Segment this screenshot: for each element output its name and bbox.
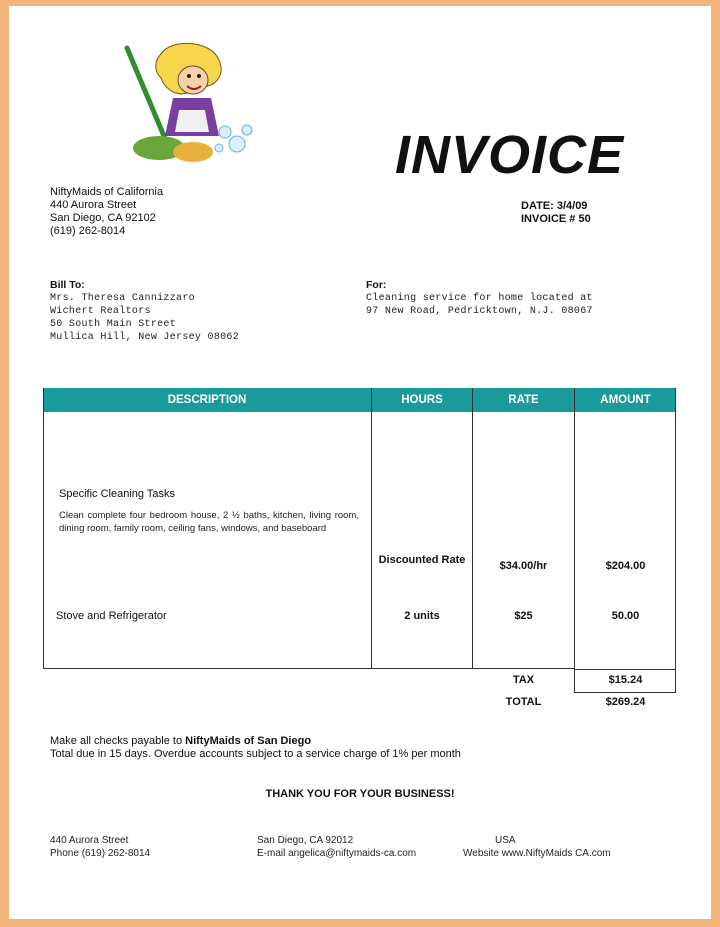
tax-value: $15.24 [608,674,643,686]
payable-prefix: Make all checks payable to [50,735,186,747]
company-street: 440 Aurora Street [50,199,137,211]
table-border [574,388,575,692]
bill-to-line: Mrs. Theresa Cannizzaro [50,293,195,304]
footer-email: E-mail angelica@niftymaids-ca.com [257,847,417,859]
bill-to-label: Bill To: [50,279,85,291]
invoice-meta [521,200,591,226]
col-header-description: DESCRIPTION [43,388,371,412]
row2-rate: $25 [514,610,533,622]
footer-city: San Diego, CA 92012 [257,835,354,846]
footer-street: 440 Aurora Street [50,835,129,846]
invoice-number: INVOICE # 50 [521,213,591,225]
for-line: Cleaning service for home located at [366,293,593,304]
table-border [472,388,473,668]
col-header-rate: RATE [473,388,574,412]
footer-phone: Phone (619) 262-8014 [50,847,151,859]
col-header-amount: AMOUNT [575,388,676,412]
payable-to: NiftyMaids of San Diego [185,735,312,747]
col-header-hours: HOURS [372,388,472,412]
row2-amount: 50.00 [611,610,640,622]
footer-col-contact [257,835,416,860]
row2-description: Stove and Refrigerator [56,610,167,622]
company-city: San Diego, CA 92102 [50,212,156,224]
invoice-date: DATE: 3/4/09 [521,200,588,212]
due-terms: Total due in 15 days. Overdue accounts subject to a service charge of 1% per month [50,748,461,760]
row1-rate: $34.00/hr [499,560,548,572]
for-label: For: [366,279,387,291]
table-border [675,388,676,692]
payment-terms [50,735,461,761]
table-border [43,668,574,669]
table-border [371,388,372,668]
task-section-title: Specific Cleaning Tasks [59,488,175,500]
table-border [574,669,676,670]
for-block [366,279,593,318]
table-border [43,388,44,668]
invoice-page [9,6,711,919]
table-border [574,692,676,693]
bill-to-line: Wichert Realtors [50,306,151,317]
maid-logo-illustration [101,40,257,170]
bill-to-block [50,279,239,344]
bill-to-line: 50 South Main Street [50,319,177,330]
footer-website: Website www.NiftyMaids CA.com [463,847,611,859]
bill-to-line: Mullica Hill, New Jersey 08062 [50,332,240,343]
invoice-title: INVOICE [395,125,625,185]
tax-label: TAX [512,674,535,686]
company-name: NiftyMaids of California [50,186,164,198]
company-phone: (619) 262-8014 [50,225,126,237]
footer-col-address [50,835,150,860]
for-line: 97 New Road, Pedricktown, N.J. 08067 [366,306,593,317]
total-value: $269.24 [605,696,646,708]
row1-hours: Discounted Rate [378,554,466,566]
items-table [43,388,676,708]
footer-country: USA [495,835,516,846]
row2-hours: 2 units [404,610,440,622]
task-section-body: Clean complete four bedroom house, 2 ½ baths, kitchen, living room, dining room, family room, ceiling fans, windows, and baseboard [59,510,359,534]
thank-you-message: THANK YOU FOR YOUR BUSINESS! [265,788,455,800]
footer-col-web [463,835,611,860]
total-label: TOTAL [505,696,542,708]
row1-amount: $204.00 [605,560,646,572]
company-block [50,186,163,238]
